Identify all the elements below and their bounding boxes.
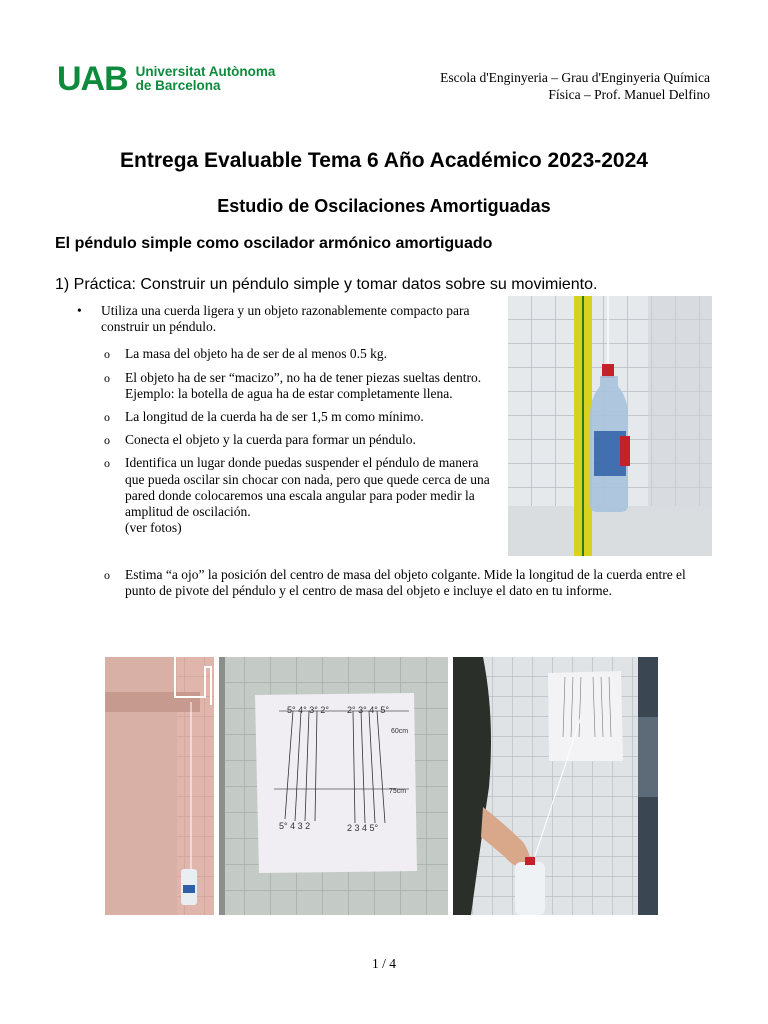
scale-label-bottom-left: 5° 4 3 2 [279,821,311,831]
scale-label-75cm: 75cm [389,788,407,795]
uab-logo [57,62,275,96]
practice-heading: 1) Práctica: Construir un péndulo simple y tomar datos sobre su movimiento. [55,276,598,293]
angular-scale-photo [219,657,448,915]
sub-list-item: o La longitud de la cuerda ha de ser 1,5 m como mínimo. [75,409,500,425]
sub-list-item [75,455,500,536]
list-item: • Utiliza una cuerda ligera y un objeto razonablemente compacto para construir un péndulo. [75,303,500,335]
scale-label-bottom-right: 2 3 4 5° [347,823,379,833]
see-photos-note: (ver fotos) [125,520,182,536]
wall-corner-photo [105,657,214,915]
logo-line-2: de Barcelona [135,78,221,93]
scale-label-top-left: 5° 4° 3° 2° [287,705,329,715]
section-heading: El péndulo simple como oscilador armónico amortiguado [55,235,493,252]
sub-list-item: o Estima “a ojo” la posición del centro de masa del objeto colgante. Mide la longitud de la cuerda entre el punto de pivote del péndulo y el centro de masa del objeto e incluye el dato en tu informe. [75,567,715,599]
logo-text [136,65,276,93]
instruction-list [75,303,500,536]
scale-label-top-right: 2° 3° 4° 5° [347,705,389,715]
logo-mark: UAB [57,60,128,98]
page-number: 1 / 4 [371,956,396,971]
pendulum-bottle-photo [508,296,712,556]
sub-list-item: o El objeto ha de ser “macizo”, no ha de tener piezas sueltas dentro. Ejemplo: la botella de agua ha de estar completamente llena. [75,370,500,402]
hand-pendulum-photo [453,657,658,915]
header-info [440,69,710,103]
course-name: Física – Prof. Manuel Delfino [548,87,710,102]
scale-label-60cm: 60cm [391,728,409,735]
document-title: Entrega Evaluable Tema 6 Año Académico 2023-2024 [120,149,648,172]
logo-line-1: Universitat Autònoma [135,64,276,79]
school-name: Escola d'Enginyeria – Grau d'Enginyeria Química [440,70,710,85]
document-subtitle: Estudio de Oscilaciones Amortiguadas [217,196,551,216]
sub-list-item: o La masa del objeto ha de ser de al menos 0.5 kg. [75,346,500,362]
sub-list-item: o Conecta el objeto y la cuerda para formar un péndulo. [75,432,500,448]
sub-list-item-text: Identifica un lugar donde puedas suspender el péndulo de manera que pueda oscilar sin chocar con nada, pero que quede cerca de una pared donde colocaremos una escala angular para poder medir la amplitud de oscilación. [125,455,490,520]
